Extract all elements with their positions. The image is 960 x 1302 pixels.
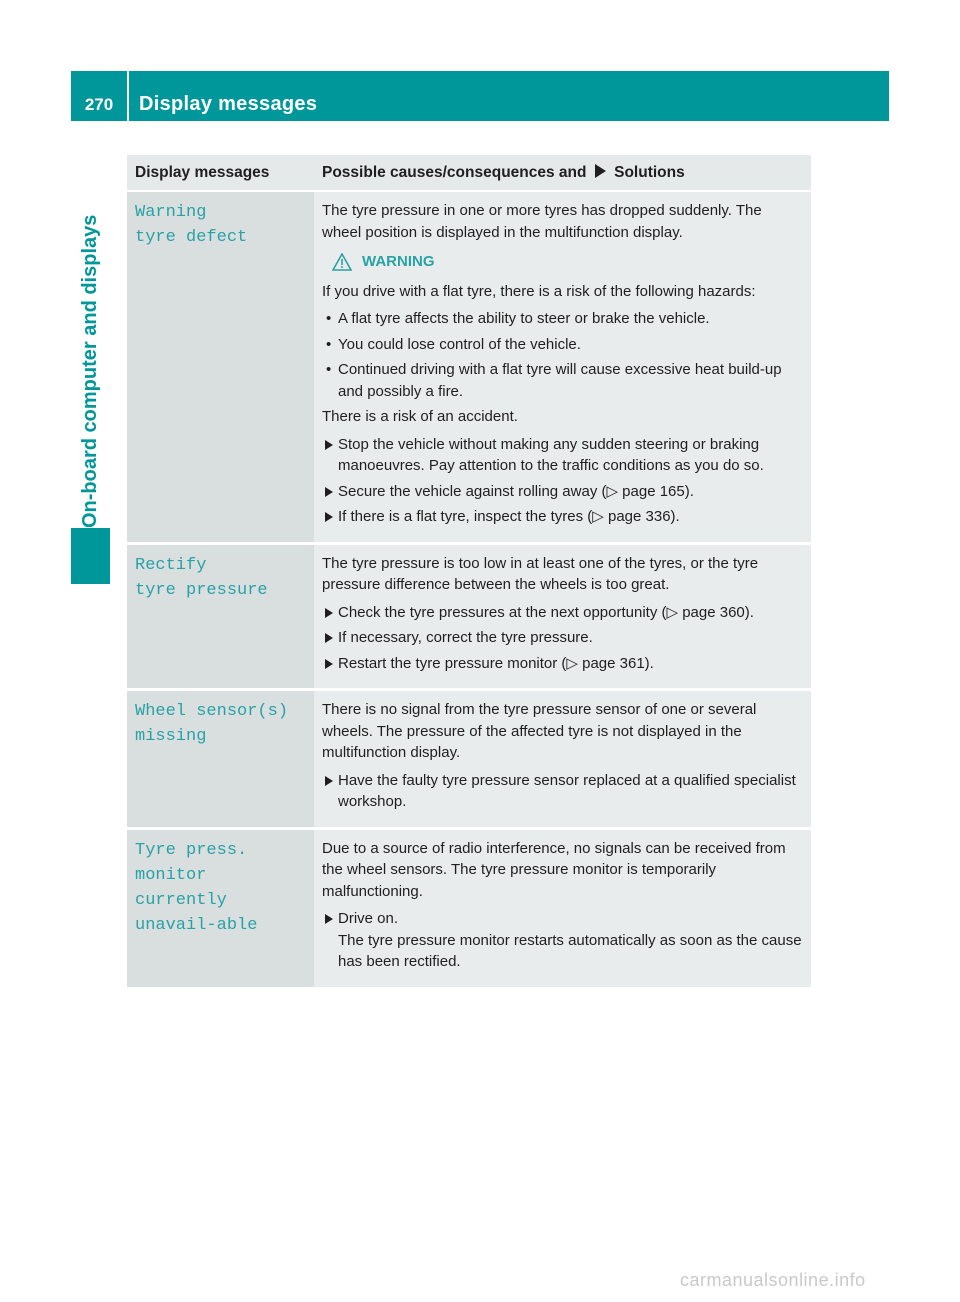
step-arrow-icon bbox=[325, 608, 333, 618]
message-line: tyre defect bbox=[135, 228, 248, 247]
warning-triangle-icon bbox=[332, 253, 352, 271]
column-header-causes: Possible causes/consequences and bbox=[322, 164, 587, 181]
solution-step: Drive on. The tyre pressure monitor restarts automatically as soon as the cause has been rectified. bbox=[322, 908, 803, 973]
message-line: tyre pressure bbox=[135, 580, 268, 600]
solution-cell bbox=[314, 543, 811, 690]
step-result: The tyre pressure monitor restarts automatically as soon as the cause has been rectified. bbox=[338, 931, 802, 970]
column-header-solutions bbox=[314, 155, 811, 191]
table-row bbox=[127, 543, 811, 690]
table-row bbox=[127, 690, 811, 829]
solution-step: If necessary, correct the tyre pressure. bbox=[322, 627, 803, 649]
solution-step: Check the tyre pressures at the next opportunity (▷ page 360). bbox=[322, 602, 803, 624]
step-arrow-icon bbox=[325, 659, 333, 669]
page-title: Display messages bbox=[139, 93, 318, 115]
message-line: Wheel sensor(s) bbox=[135, 702, 289, 721]
step-arrow-icon bbox=[325, 633, 333, 643]
solution-step: If there is a flat tyre, inspect the tyres (▷ page 336). bbox=[322, 506, 803, 528]
solution-cell bbox=[314, 191, 811, 543]
message-cell bbox=[127, 828, 314, 988]
hazard-item: • Continued driving with a flat tyre will cause excessive heat build-up and possibly a fire. bbox=[322, 359, 803, 402]
cause-text: There is no signal from the tyre pressure sensor of one or several wheels. The pressure of the affected tyre is not displayed in the multifunction display. bbox=[322, 701, 757, 761]
warning-label: WARNING bbox=[362, 253, 435, 270]
display-messages-table bbox=[127, 155, 811, 990]
header-divider bbox=[127, 71, 129, 121]
risk-text: There is a risk of an accident. bbox=[322, 408, 518, 425]
solution-step: Have the faulty tyre pressure sensor replaced at a qualified specialist workshop. bbox=[322, 770, 803, 813]
table-row bbox=[127, 191, 811, 543]
page-header bbox=[71, 71, 889, 121]
table-header-row bbox=[127, 155, 811, 191]
cause-text: Due to a source of radio interference, no signals can be received from the wheel sensors. The tyre pressure monitor is temporarily malfunctioning. bbox=[322, 839, 786, 900]
solution-step: Secure the vehicle against rolling away (▷ page 165). bbox=[322, 481, 803, 503]
message-line: missing bbox=[135, 727, 207, 746]
step-arrow-icon bbox=[325, 440, 333, 450]
page-number: 270 bbox=[84, 95, 114, 114]
solution-step: Restart the tyre pressure monitor (▷ page 361). bbox=[322, 653, 803, 675]
side-tab-marker bbox=[71, 528, 110, 584]
solution-cell bbox=[314, 828, 811, 988]
message-line: Rectify bbox=[135, 555, 207, 575]
step-arrow-icon bbox=[325, 512, 333, 522]
solution-cell bbox=[314, 690, 811, 829]
watermark: carmanualsonline.info bbox=[680, 1270, 866, 1290]
message-line: Tyre press. monitor bbox=[135, 840, 248, 885]
solution-step: Stop the vehicle without making any sudden steering or braking manoeuvres. Pay attention to the traffic conditions as you do so. bbox=[322, 434, 803, 477]
table-row bbox=[127, 828, 811, 988]
column-header-messages: Display messages bbox=[127, 155, 314, 191]
hazard-item: • A flat tyre affects the ability to steer or brake the vehicle. bbox=[322, 308, 803, 330]
warning-text: If you drive with a flat tyre, there is a risk of the following hazards: bbox=[322, 282, 756, 300]
step-arrow-icon bbox=[325, 776, 333, 786]
side-tab-label: On-board computer and displays bbox=[79, 214, 101, 528]
column-header-solutions-label: Solutions bbox=[614, 164, 685, 181]
message-cell bbox=[127, 543, 314, 690]
arrow-right-icon bbox=[595, 164, 606, 178]
step-arrow-icon bbox=[325, 487, 333, 497]
message-cell bbox=[127, 690, 314, 829]
cause-text: The tyre pressure is too low in at least one of the tyres, or the tyre pressure difference between the wheels is too great. bbox=[322, 554, 759, 593]
message-line: Warning bbox=[135, 203, 207, 222]
step-arrow-icon bbox=[325, 914, 333, 924]
warning-heading bbox=[332, 251, 803, 273]
message-line: currently unavail‐able bbox=[135, 890, 258, 935]
hazard-item: • You could lose control of the vehicle. bbox=[322, 334, 803, 356]
cause-text: The tyre pressure in one or more tyres has dropped suddenly. The wheel position is displayed in the multifunction display. bbox=[322, 202, 762, 241]
message-cell bbox=[127, 191, 314, 543]
